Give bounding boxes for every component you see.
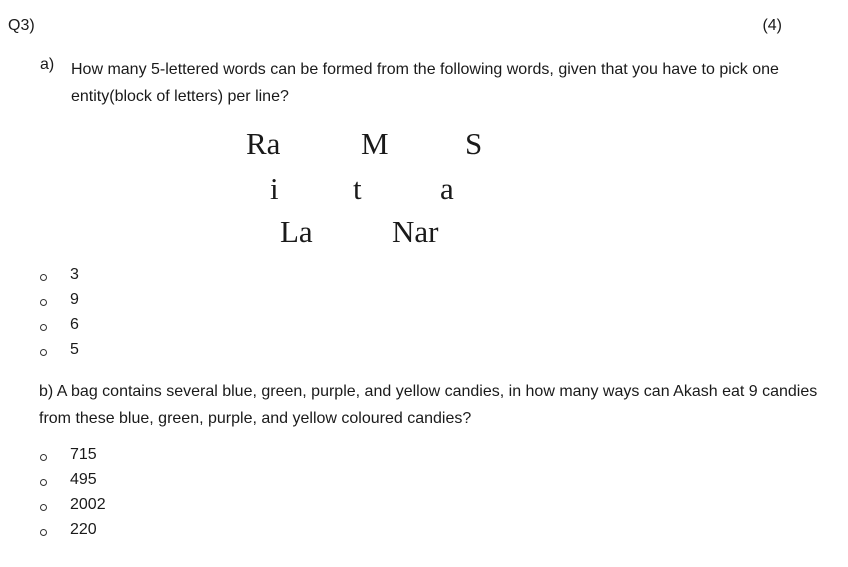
question-number: Q3) <box>8 17 35 34</box>
option-value: 6 <box>70 316 79 333</box>
radio-bullet-icon[interactable] <box>40 324 47 331</box>
letter-block: a <box>440 171 454 206</box>
letter-block: t <box>353 171 362 206</box>
letter-block: M <box>361 126 389 161</box>
part-a-label: a) <box>40 56 55 73</box>
question-marks: (4) <box>762 17 782 34</box>
radio-bullet-icon[interactable] <box>40 479 47 486</box>
option-value: 3 <box>70 266 79 283</box>
radio-bullet-icon[interactable] <box>40 274 47 281</box>
part-b-question: b) A bag contains several blue, green, purple, and yellow candies, in how many ways can Akash eat 9 candies from these blue, green, purple, and yellow coloured candies? <box>39 383 818 427</box>
radio-bullet-icon[interactable] <box>40 349 47 356</box>
letter-block: S <box>465 126 483 161</box>
option-value: 5 <box>70 341 79 358</box>
radio-bullet-icon[interactable] <box>40 504 47 511</box>
letter-block: i <box>270 171 279 206</box>
option-value: 220 <box>70 521 97 538</box>
radio-bullet-icon[interactable] <box>40 299 47 306</box>
radio-bullet-icon[interactable] <box>40 529 47 536</box>
option-value: 2002 <box>70 496 106 513</box>
option-value: 715 <box>70 446 97 463</box>
letter-block: La <box>280 214 313 249</box>
letter-block: Ra <box>246 126 281 161</box>
part-a-question: How many 5-lettered words can be formed from the following words, given that you have to pick one entity(block of letters) per line? <box>71 61 779 105</box>
letter-block: Nar <box>392 214 439 249</box>
radio-bullet-icon[interactable] <box>40 454 47 461</box>
option-value: 9 <box>70 291 79 308</box>
option-value: 495 <box>70 471 97 488</box>
